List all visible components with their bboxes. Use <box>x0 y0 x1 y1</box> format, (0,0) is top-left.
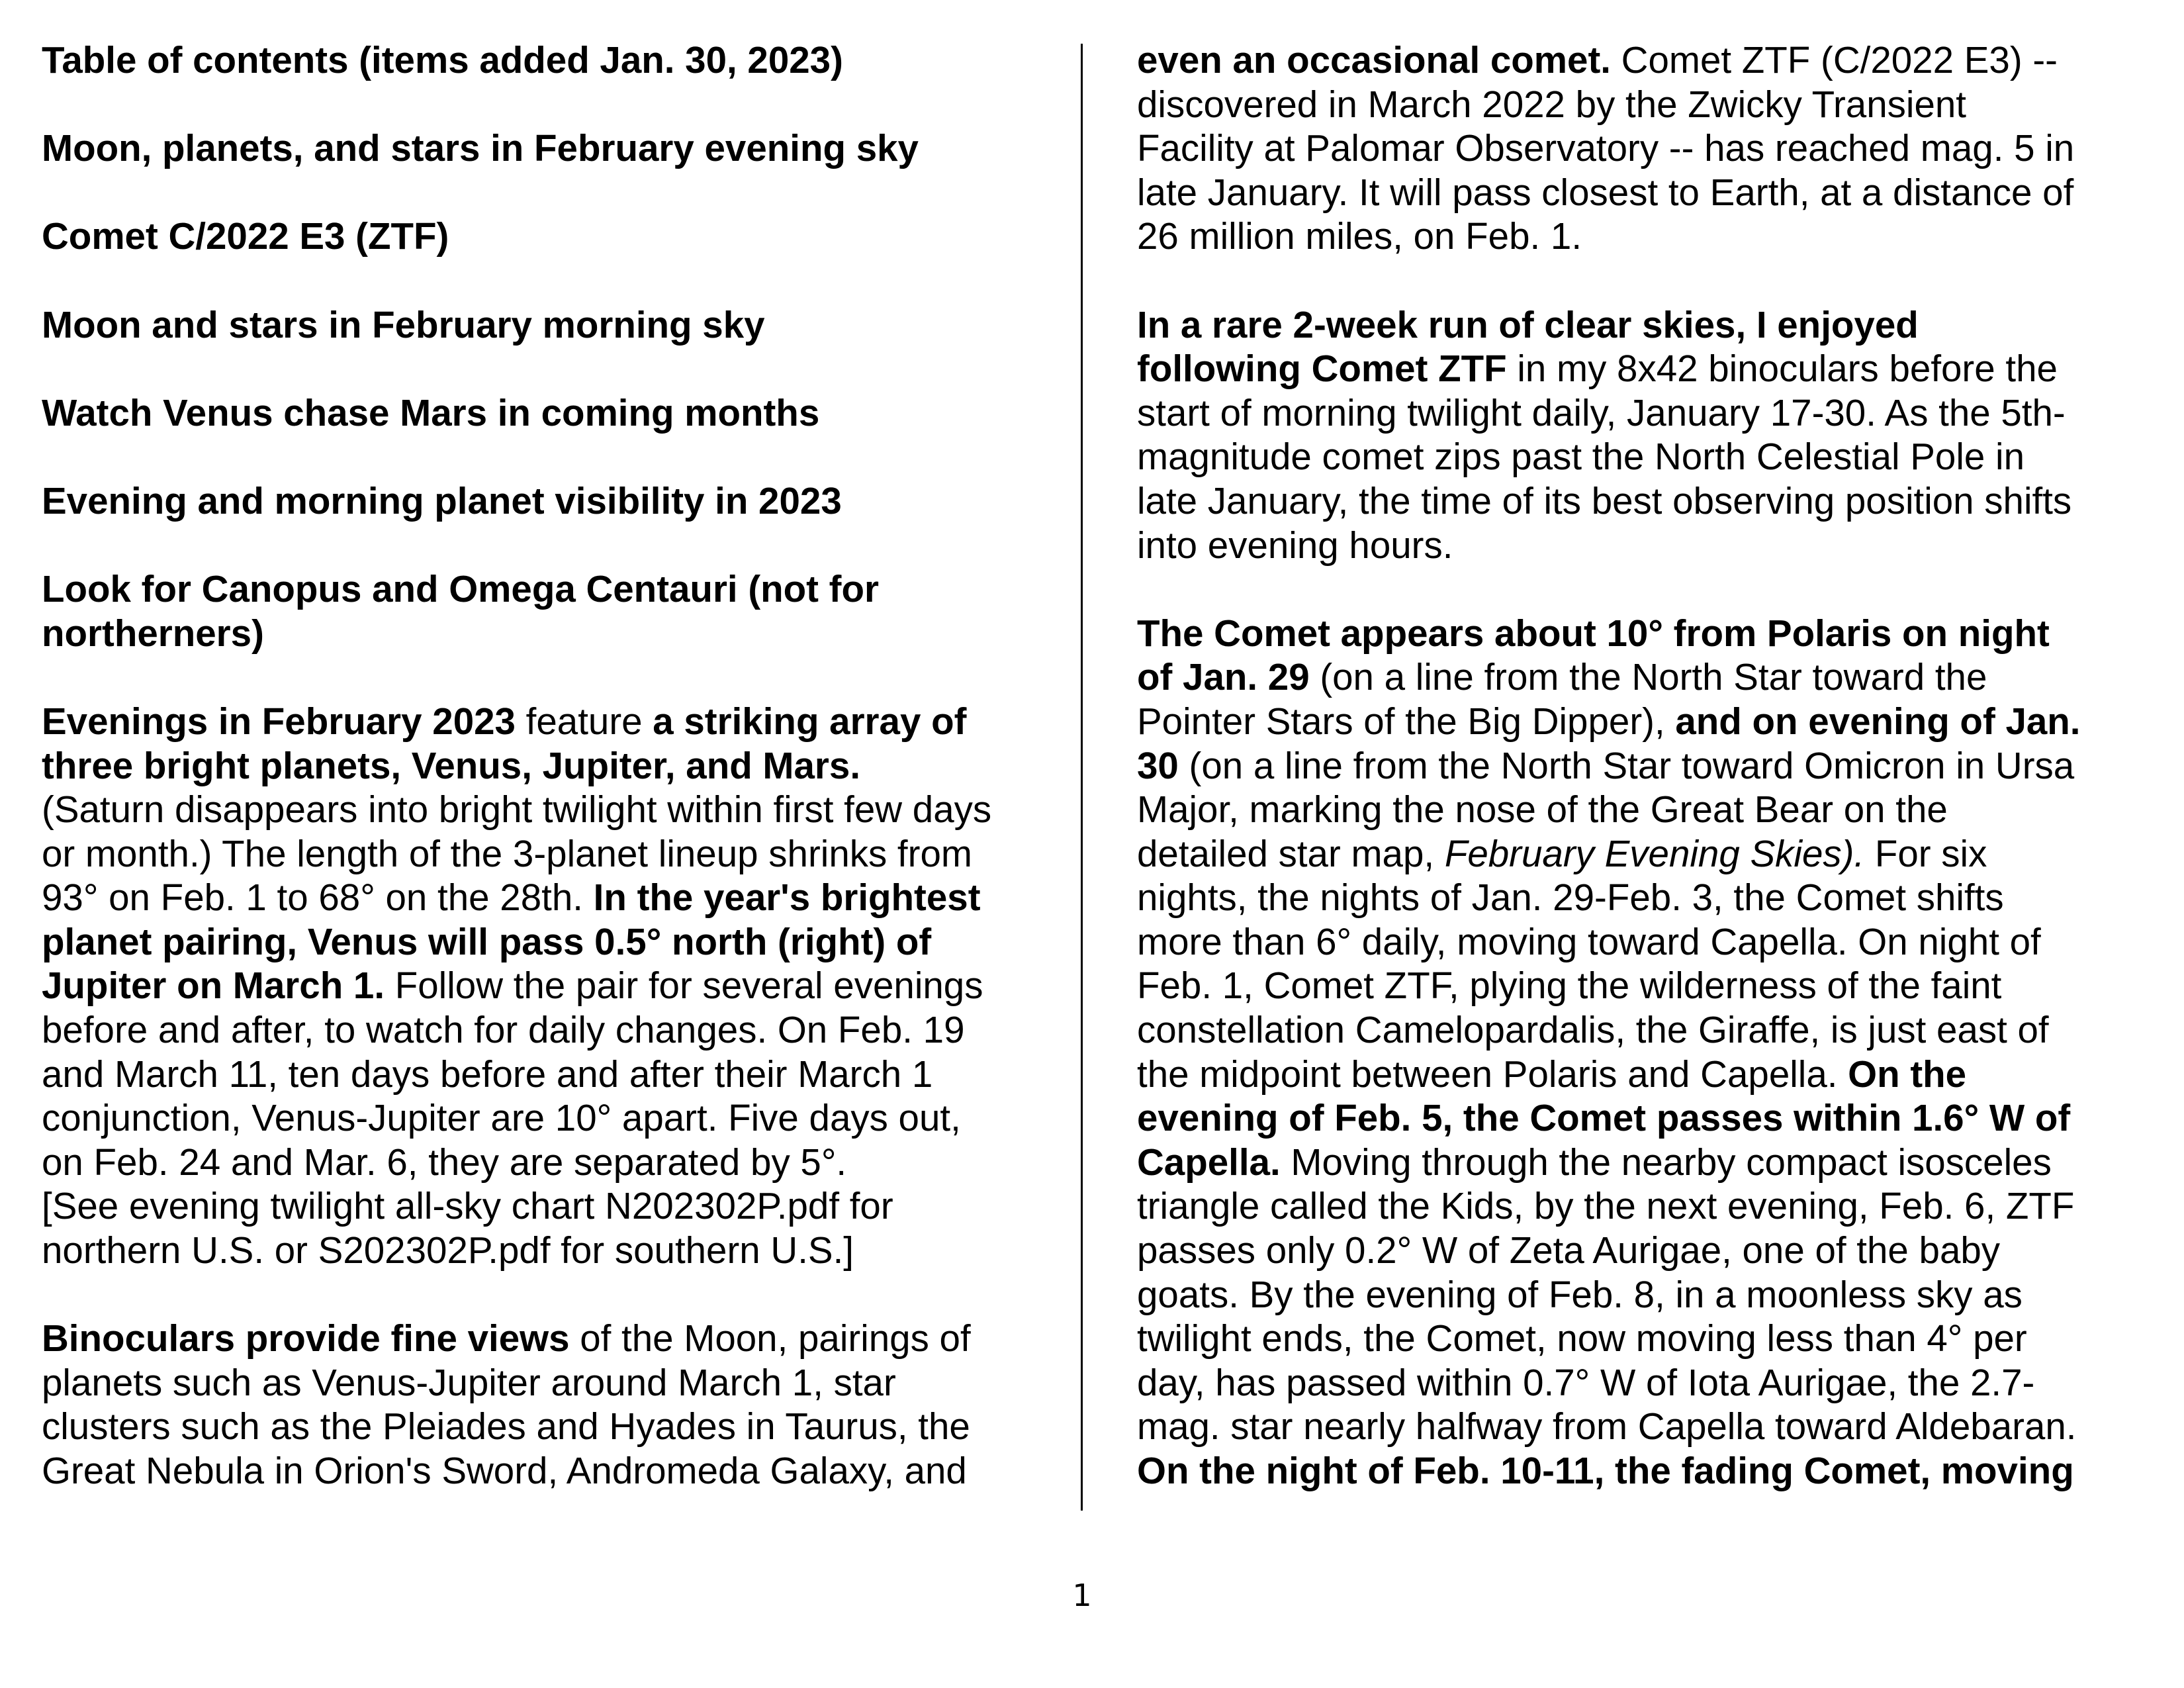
text-run: (on a line from the North Star toward Omicron in Ursa <box>1178 744 2075 786</box>
text-line <box>1137 964 2169 1008</box>
text-line <box>1137 1008 2169 1053</box>
toc-item-line: Evening and morning planet visibility in 2023 <box>42 479 842 522</box>
text-run: a striking array of <box>653 700 967 742</box>
text-line <box>1137 876 2169 920</box>
toc-item <box>42 567 1048 655</box>
text-line <box>42 1449 1048 1493</box>
text-run: before and after, to watch for daily changes. On Feb. 19 <box>42 1009 965 1051</box>
text-run: Facility at Palomar Observatory -- has reached mag. 5 in <box>1137 127 2075 169</box>
text-run: in my 8x42 binoculars before the <box>1506 348 2058 390</box>
text-run: Capella. <box>1137 1141 1281 1183</box>
text-line <box>42 1096 1048 1141</box>
text-line <box>1137 38 2169 83</box>
text-line <box>42 876 1048 920</box>
text-line <box>1137 303 2169 348</box>
text-line <box>1137 347 2169 391</box>
text-run: following Comet ZTF <box>1137 348 1507 390</box>
toc-item <box>42 391 1048 436</box>
toc-item-line: northerners) <box>42 612 264 654</box>
text-run: In a rare 2-week run of clear skies, I enjoyed <box>1137 303 1919 346</box>
text-run: Binoculars provide fine views <box>42 1317 570 1360</box>
text-line <box>42 1405 1048 1449</box>
text-run: Pointer Stars of the Big Dipper), <box>1137 700 1676 742</box>
body-paragraph <box>1137 38 2169 259</box>
text-run: into evening hours. <box>1137 524 1453 566</box>
text-run: and on evening of Jan. <box>1675 700 2081 742</box>
column-divider <box>1081 44 1083 1511</box>
left-body-text <box>42 700 1048 1493</box>
toc-item-line: Watch Venus chase Mars in coming months <box>42 391 820 434</box>
toc-item-line: Moon and stars in February morning sky <box>42 303 765 346</box>
text-run: magnitude comet zips past the North Celestial Pole in <box>1137 436 2025 478</box>
text-run: twilight ends, the Comet, now moving less than 4° per <box>1137 1317 2027 1360</box>
text-line <box>1137 788 2169 832</box>
text-line <box>1137 435 2169 479</box>
text-run: detailed star map, <box>1137 832 1445 874</box>
text-line <box>1137 1141 2169 1185</box>
toc-list <box>42 126 1048 655</box>
text-run: [See evening twilight all-sky chart N202302P.pdf for <box>42 1185 893 1227</box>
body-paragraph <box>42 700 1048 1273</box>
text-run: and March 11, ten days before and after their March 1 <box>42 1053 933 1095</box>
text-run: of Jan. 29 <box>1137 656 1310 698</box>
body-paragraph <box>1137 612 2169 1493</box>
text-run: Moving through the nearby compact isosceles <box>1280 1141 2052 1183</box>
text-line <box>1137 214 2169 259</box>
text-line <box>42 700 1048 744</box>
toc-item <box>42 126 1048 171</box>
text-line <box>42 1141 1048 1185</box>
text-run: nights, the nights of Jan. 29-Feb. 3, the Comet shifts <box>1137 876 2004 919</box>
text-line <box>1137 1273 2169 1317</box>
text-line <box>42 832 1048 876</box>
text-run: feature <box>515 700 653 742</box>
text-line <box>1137 920 2169 964</box>
text-run: Major, marking the nose of the Great Bear on the <box>1137 788 1948 831</box>
text-line <box>42 744 1048 788</box>
text-run: (Saturn disappears into bright twilight within first few days <box>42 788 992 831</box>
text-run: Evenings in February 2023 <box>42 700 516 742</box>
text-run: Great Nebula in Orion's Sword, Andromeda Galaxy, and <box>42 1450 967 1491</box>
text-line <box>1137 171 2169 215</box>
text-run: mag. star nearly halfway from Capella toward Aldebaran. <box>1137 1405 2077 1448</box>
text-line <box>1137 1184 2169 1229</box>
text-line <box>1137 1229 2169 1273</box>
text-run: day, has passed within 0.7° W of Iota Aurigae, the 2.7- <box>1137 1361 2035 1403</box>
text-run: February Evening Skies). <box>1444 832 1865 874</box>
toc-item-line: Look for Canopus and Omega Centauri (not for <box>42 568 879 610</box>
text-run: even an occasional comet. <box>1137 39 1611 81</box>
text-run: passes only 0.2° W of Zeta Aurigae, one of the baby <box>1137 1229 2001 1272</box>
text-line <box>1137 612 2169 656</box>
text-run: For six <box>1864 832 1987 874</box>
text-run: on Feb. 24 and Mar. 6, they are separated by 5°. <box>42 1141 847 1183</box>
toc-item <box>42 303 1048 348</box>
text-run: planets such as Venus-Jupiter around March 1, star <box>42 1361 896 1403</box>
text-run: planet pairing, Venus will pass 0.5° north (right) of <box>42 920 932 962</box>
text-line <box>1137 832 2169 876</box>
text-line <box>1137 1405 2169 1449</box>
text-run: clusters such as the Pleiades and Hyades in Taurus, the <box>42 1405 970 1448</box>
text-run: The Comet appears about 10° from Polaris on night <box>1137 612 2050 654</box>
text-line <box>42 1317 1048 1361</box>
text-run: more than 6° daily, moving toward Capella. On night of <box>1137 920 2041 962</box>
right-column <box>1137 38 2169 1493</box>
body-paragraph <box>1137 303 2169 568</box>
toc-item <box>42 214 1048 259</box>
text-run: start of morning twilight daily, January 17-30. As the 5th- <box>1137 391 2066 434</box>
text-run: goats. By the evening of Feb. 8, in a moonless sky as <box>1137 1273 2023 1315</box>
body-paragraph <box>42 1317 1048 1493</box>
text-run: constellation Camelopardalis, the Giraffe, is just east of <box>1137 1009 2049 1051</box>
text-line <box>42 1229 1048 1273</box>
text-line <box>1137 1317 2169 1361</box>
text-line <box>42 788 1048 832</box>
text-run: On the night of Feb. 10-11, the fading Comet, moving <box>1137 1450 2074 1491</box>
text-line <box>1137 1361 2169 1405</box>
text-line <box>42 920 1048 964</box>
text-line <box>1137 126 2169 171</box>
text-run: the midpoint between Polaris and Capella. <box>1137 1053 1848 1095</box>
text-line <box>42 1361 1048 1405</box>
text-line <box>42 1184 1048 1229</box>
text-run: 26 million miles, on Feb. 1. <box>1137 215 1582 258</box>
text-run: 93° on Feb. 1 to 68° on the 28th. <box>42 876 594 919</box>
text-line <box>1137 744 2169 788</box>
text-run: northern U.S. or S202302P.pdf for southern U.S.] <box>42 1229 854 1272</box>
text-run: of the Moon, pairings of <box>569 1317 971 1360</box>
text-line <box>1137 1096 2169 1141</box>
text-line <box>1137 1449 2169 1493</box>
text-run: three bright planets, Venus, Jupiter, and Mars. <box>42 744 861 786</box>
text-run: Feb. 1, Comet ZTF, plying the wilderness of the faint <box>1137 964 2002 1007</box>
text-run: On the <box>1848 1053 1967 1095</box>
text-run: Comet ZTF (C/2022 E3) -- <box>1610 39 2058 81</box>
text-line <box>1137 655 2169 700</box>
text-run: late January, the time of its best observing position shifts <box>1137 479 2072 522</box>
page-number: 1 <box>1072 1577 1092 1613</box>
text-line <box>42 1008 1048 1053</box>
text-run: discovered in March 2022 by the Zwicky Transient <box>1137 83 1966 125</box>
text-line <box>1137 1053 2169 1097</box>
text-run: or month.) The length of the 3-planet lineup shrinks from <box>42 832 972 874</box>
text-run: 30 <box>1137 744 1179 786</box>
text-line <box>42 964 1048 1008</box>
text-run: triangle called the Kids, by the next evening, Feb. 6, ZTF <box>1137 1185 2075 1227</box>
text-run: In the year's brightest <box>593 876 981 919</box>
toc-item-line: Comet C/2022 E3 (ZTF) <box>42 215 449 258</box>
text-run: evening of Feb. 5, the Comet passes within 1.6° W of <box>1137 1097 2071 1139</box>
left-column <box>42 38 1048 1493</box>
text-run: Follow the pair for several evenings <box>385 964 983 1007</box>
text-line <box>1137 391 2169 436</box>
toc-item-line: Moon, planets, and stars in February evening sky <box>42 127 919 169</box>
text-line <box>42 1053 1048 1097</box>
text-run: Jupiter on March 1. <box>42 964 385 1007</box>
text-line <box>1137 700 2169 744</box>
toc-item <box>42 479 1048 524</box>
toc-heading: Table of contents (items added Jan. 30, 2023) <box>42 39 843 81</box>
text-run: (on a line from the North Star toward the <box>1309 656 1987 698</box>
text-line <box>1137 83 2169 127</box>
text-run: late January. It will pass closest to Earth, at a distance of <box>1137 171 2074 213</box>
text-line <box>1137 479 2169 524</box>
text-run: conjunction, Venus-Jupiter are 10° apart. Five days out, <box>42 1097 961 1139</box>
right-body-text <box>1137 38 2169 1493</box>
text-line <box>1137 524 2169 568</box>
